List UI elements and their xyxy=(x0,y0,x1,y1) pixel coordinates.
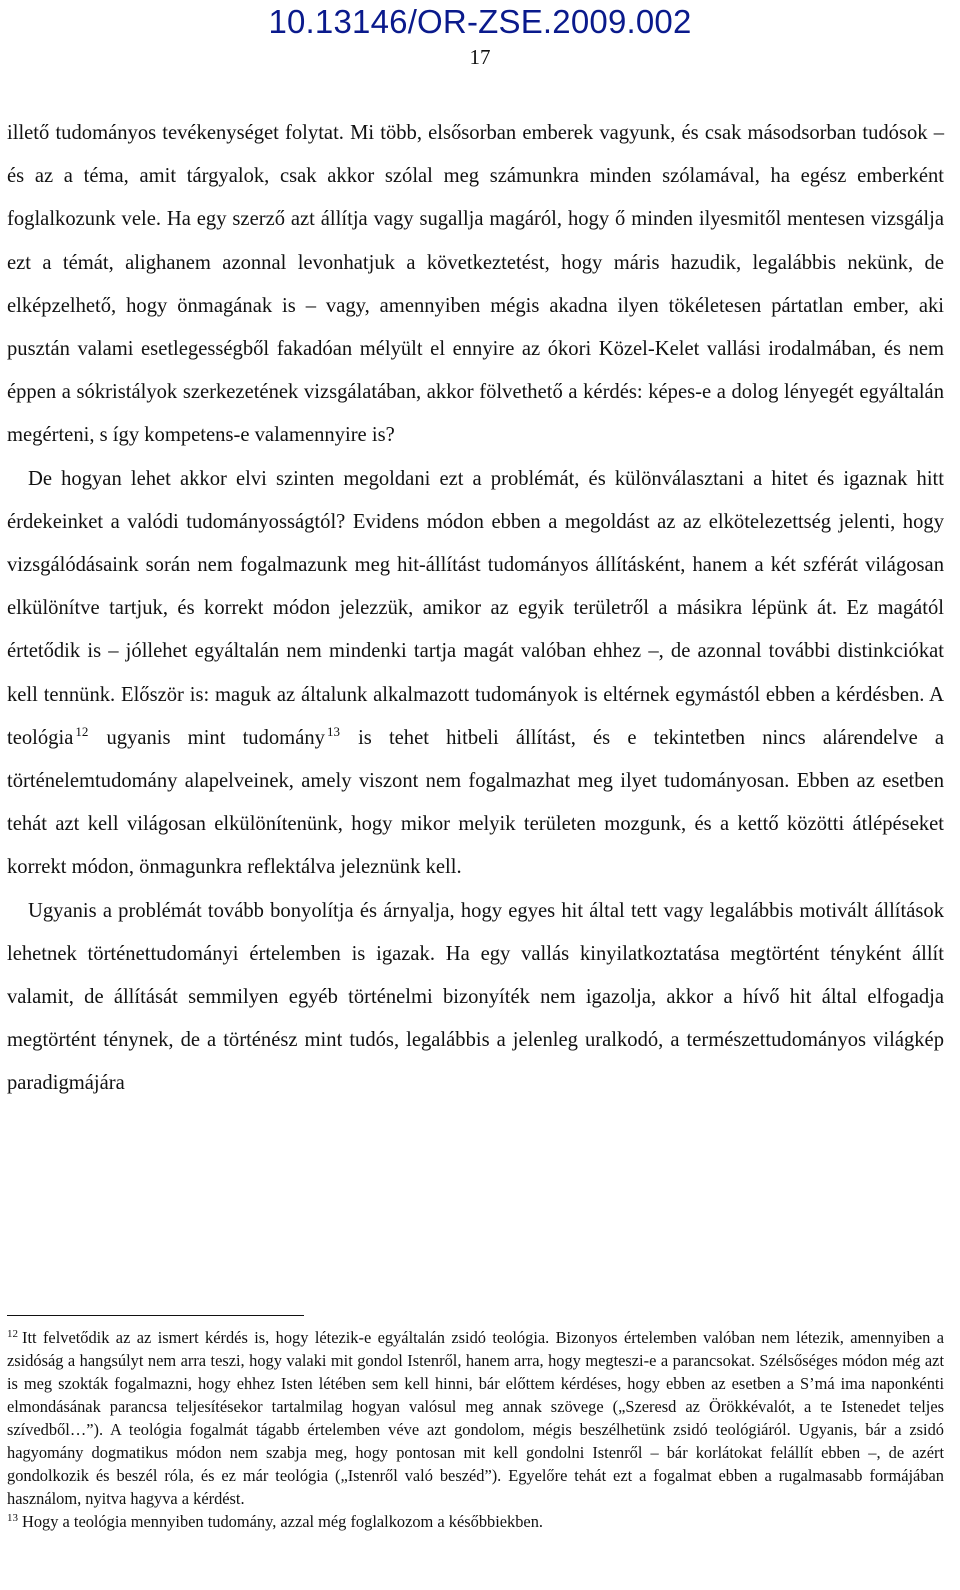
paragraph-3: Ugyanis a problémát tovább bonyolítja és árnyalja, hogy egyes hit által tett vagy legalábbis motivált állítások lehetnek történettudományi értelemben is igazak. Ha egy vallás kinyilatkoztatása megtörtént tényként állít valamit, de állítását semmilyen egyéb történelmi bizonyíték nem igazolja, akkor a hívő hit által elfogadja megtörtént ténynek, de a történész mint tudós, legalábbis a jelenleg uralkodó, a természettudományos világkép paradigmájára xyxy=(7,899,944,1095)
paragraph-2-part-a: De hogyan lehet akkor elvi szinten megoldani ezt a problémát, és különválasztani a hitet és igaznak hitt érdekeinket a valódi tudományosságtól? Evidens módon ebben a megoldást az az elkötelezettség jelenti, hogy vizsgálódásaink során nem fogalmazunk meg hit-állítást tudományos állításként, hanem a két szférát világosan elkülönítve tartjuk, és korrekt módon jelezzük, amikor az egyik területről a másikra lépünk át. Ez magától értetődik is – jóllehet egyáltalán nem mindenki tartja magát valóban ehhez –, de azonnal további distinkciókat kell tennünk. Először is: maguk az általunk alkalmazott tudományok is eltérnek egymástól ebben a kérdésben. A teológia xyxy=(7,467,944,749)
footnote-text: Itt felvetődik az az ismert kérdés is, hogy létezik-e egyáltalán zsidó teológia. Bizonyos értelemben valóban nem létezik, amennyiben a zsidóság a hangsúlyt nem arra teszi, hogy valaki mit gondol Istenről, hanem arra, hogy megteszi-e a parancsokat. Szélsőséges módon még azt is meg szokták fogalmazni, hogy ehhez Isten létében sem kell hinni, bár előttem kérdéses, hogy ebben az esetben a S’má ima naponkénti elmondásának parancsa teljesítésekor tartalmilag hogyan valósul meg annak szövege („Szeresd az Örökkévalót, a te Istenedet teljes szívedből…”). A teológia fogalmát tágabb értelemben véve azt gondolom, mégis beszélhetünk zsidó teológiáról. Ugyanis, bár a zsidó hagyomány dogmatikus módon nem szabja meg, hogy pontosan mit kell gondolni Istenről – bár korlátokat felállít ebben –, de azért gondolkozik és beszél róla, és ez már teológia („Istenről való beszéd”). Egyelőre tehát ezt a fogalmat ebben a rugalmasabb formájában használom, nyitva hagyva a kérdést. xyxy=(7,1328,944,1508)
footnote-number: 13 xyxy=(7,1512,18,1524)
paragraph-2-part-b: ugyanis mint tudomány xyxy=(89,726,325,749)
doi-header: 10.13146/OR-ZSE.2009.002 xyxy=(268,3,692,40)
footnote-number: 12 xyxy=(7,1328,18,1340)
footnote-ref-12[interactable]: 12 xyxy=(75,723,89,739)
footnote-12 xyxy=(7,1326,944,1510)
footnote-ref-13[interactable]: 13 xyxy=(326,723,340,739)
paragraph-2 xyxy=(7,458,944,890)
paragraph-1: illető tudományos tevékenységet folytat. Mi több, elsősorban emberek vagyunk, és csak másodsorban tudósok – és az a téma, amit tárgyalok, csak akkor szólal meg számunkra minden szólamával, ha egész emberként foglalkozunk vele. Ha egy szerző azt állítja vagy sugallja magáról, hogy ő minden ilyesmitől mentesen vizsgálja ezt a témát, alighanem azonnal levonhatjuk a következtetést, hogy máris hazudik, legalábbis nekünk, de elképzelhető, hogy önmagának is – vagy, amennyiben mégis akadna ilyen tökéletesen pártatlan ember, aki pusztán valami esetlegességből fakadóan mélyült el ennyire az ókori Közel-Kelet vallási irodalmában, és nem éppen a sókristályok szerkezetének vizsgálatában, akkor fölvethető a kérdés: képes-e a dolog lényegét egyáltalán megérteni, s így kompetens-e valamennyire is? xyxy=(7,122,944,447)
page-number: 17 xyxy=(469,45,491,69)
footnote-text: Hogy a teológia mennyiben tudomány, azzal még foglalkozom a későbbiekben. xyxy=(22,1512,544,1531)
footnotes xyxy=(7,1326,944,1533)
main-text xyxy=(7,112,944,1106)
footnote-13 xyxy=(7,1510,944,1533)
footnote-divider xyxy=(7,1315,304,1316)
paragraph-2-part-c: is tehet hitbeli állítást, és e tekintetben nincs alárendelve a történelemtudomány alapelveinek, amely viszont nem fogalmazhat meg ilyet tudományosan. Ebben az esetben tehát azt kell világosan elkülönítenünk, hogy mikor melyik területen mozgunk, és a kettő közötti átlépéseket korrekt módon, önmagunkra reflektálva jeleznünk kell. xyxy=(7,726,944,879)
